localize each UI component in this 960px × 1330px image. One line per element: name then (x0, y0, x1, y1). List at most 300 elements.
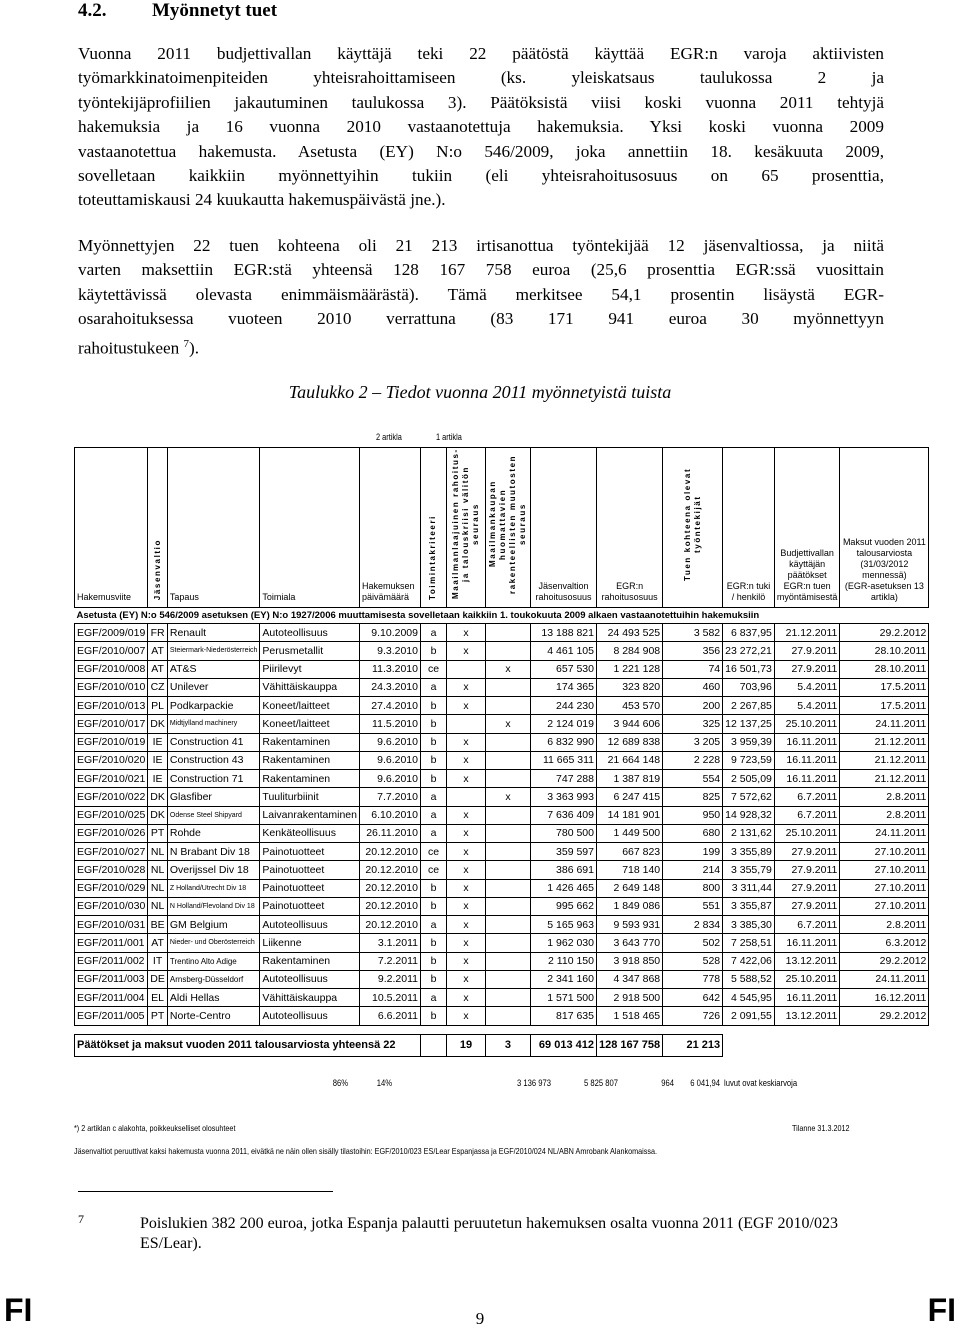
cell-criterion: b (420, 697, 446, 715)
cell-trade (485, 770, 530, 788)
paragraph-2 (78, 234, 884, 356)
group-label-art1: 1 artikla (436, 432, 462, 442)
header-maksut: Maksut vuoden 2011 talousarviosta (31/03/2012 mennessä) (EGR-asetuksen 13 artikla) (840, 448, 929, 608)
footnote-rule (78, 1191, 333, 1192)
cell-criterion: b (420, 715, 446, 733)
cell-per-person: 23 272,21 (723, 642, 775, 660)
cell-country: EL (148, 989, 168, 1007)
cell-country: IT (148, 952, 168, 970)
cell-payment: 24.11.2011 (840, 824, 929, 842)
cell-jv-share: 5 165 963 (530, 916, 596, 934)
cell-date: 10.5.2011 (359, 989, 420, 1007)
cell-workers: 214 (663, 861, 723, 879)
cell-egr-share: 1 221 128 (596, 660, 662, 678)
cell-payment: 28.10.2011 (840, 660, 929, 678)
cell-decision: 27.9.2011 (774, 660, 840, 678)
cell-payment: 28.10.2011 (840, 642, 929, 660)
cell-crisis: x (446, 916, 485, 934)
cell-per-person: 2 505,09 (723, 770, 775, 788)
cell-sector: Painotuotteet (260, 897, 360, 915)
cell-date: 3.1.2011 (359, 934, 420, 952)
cell-criterion: b (420, 934, 446, 952)
paragraph-line: osarahoituksessa vuoteen 2010 verrattuna (83 171 941 euroa 30 myönnettyyn (78, 309, 884, 329)
header-jasenvaltion-osuus: Jäsenvaltion rahoitusosuus (530, 448, 596, 608)
cell-date: 27.4.2010 (359, 697, 420, 715)
cell-decision: 27.9.2011 (774, 642, 840, 660)
cell-workers: 551 (663, 897, 723, 915)
cell-ref: EGF/2010/019 (75, 733, 148, 751)
cell-per-person: 3 959,39 (723, 733, 775, 751)
cell-ref: EGF/2010/029 (75, 879, 148, 897)
table-row (75, 934, 929, 952)
cell-country: PT (148, 1007, 168, 1025)
cell-ref: EGF/2010/021 (75, 770, 148, 788)
cell-crisis: x (446, 843, 485, 861)
header-tuki-henkilo: EGR:n tuki / henkilö (723, 448, 775, 608)
cell-date: 7.7.2010 (359, 788, 420, 806)
cell-criterion: a (420, 624, 446, 642)
cell-crisis: x (446, 970, 485, 988)
cell-payment: 27.10.2011 (840, 861, 929, 879)
regulation-text: Asetusta (EY) N:o 546/2009 asetuksen (EY) N:o 1927/2006 muuttamisesta sovelletaan kaikkiin 1. toukokuuta 2009 alkaen vastaanotettuihin hakemuksiin (75, 608, 929, 624)
cell-jv-share: 3 363 993 (530, 788, 596, 806)
cell-decision: 16.11.2011 (774, 934, 840, 952)
cell-per-person: 16 501,73 (723, 660, 775, 678)
cell-payment: 6.3.2012 (840, 934, 929, 952)
cell-workers: 3 205 (663, 733, 723, 751)
cell-workers: 199 (663, 843, 723, 861)
cell-trade (485, 624, 530, 642)
cell-payment: 2.8.2011 (840, 916, 929, 934)
cell-ref: EGF/2011/004 (75, 989, 148, 1007)
cell-decision: 6.7.2011 (774, 788, 840, 806)
cell-country: DK (148, 715, 168, 733)
cell-payment: 17.5.2011 (840, 678, 929, 696)
cell-case: Midtjylland machinery (167, 715, 260, 733)
cell-case: Glasfiber (167, 788, 260, 806)
cell-payment: 21.12.2011 (840, 751, 929, 769)
cell-ref: EGF/2010/020 (75, 751, 148, 769)
cell-case: Construction 71 (167, 770, 260, 788)
cell-egr-share: 24 493 525 (596, 624, 662, 642)
footnote-number: 7 (78, 1212, 84, 1226)
cell-date: 24.3.2010 (359, 678, 420, 696)
cell-ref: EGF/2011/005 (75, 1007, 148, 1025)
regulation-band (75, 608, 929, 624)
cell-workers: 642 (663, 989, 723, 1007)
table-row (75, 660, 929, 678)
cell-case: Rohde (167, 824, 260, 842)
cell-sector: Tuuliturbiinit (260, 788, 360, 806)
cell-sector: Vähittäiskauppa (260, 678, 360, 696)
cell-trade (485, 824, 530, 842)
table-row (75, 897, 929, 915)
cell-per-person: 5 588,52 (723, 970, 775, 988)
cell-ref: EGF/2010/025 (75, 806, 148, 824)
cell-per-person: 2 091,55 (723, 1007, 775, 1025)
cell-criterion: ce (420, 843, 446, 861)
cell-crisis: x (446, 678, 485, 696)
cell-country: NL (148, 861, 168, 879)
cell-date: 11.5.2010 (359, 715, 420, 733)
cell-ref: EGF/2010/022 (75, 788, 148, 806)
cell-egr-share: 9 593 931 (596, 916, 662, 934)
spacer-row (75, 1025, 929, 1034)
paragraph-line: käytettävissä olevasta enimmäismäärästä). Tämä merkitsee 54,1 prosentin lisäystä EGR- (78, 284, 884, 304)
cell-criterion: a (420, 824, 446, 842)
cell-crisis: x (446, 824, 485, 842)
cell-date: 20.12.2010 (359, 861, 420, 879)
cell-payment: 16.12.2011 (840, 989, 929, 1007)
cell-payment: 29.2.2012 (840, 952, 929, 970)
cell-country: FR (148, 624, 168, 642)
cell-workers: 528 (663, 952, 723, 970)
cell-trade (485, 843, 530, 861)
cell-country: PT (148, 824, 168, 842)
cell-per-person: 7 422,06 (723, 952, 775, 970)
cell-egr-share: 3 918 850 (596, 952, 662, 970)
cell-criterion: a (420, 788, 446, 806)
cell-date: 20.12.2010 (359, 897, 420, 915)
cell-date: 7.2.2011 (359, 952, 420, 970)
cell-criterion: b (420, 1007, 446, 1025)
table-row (75, 806, 929, 824)
cell-criterion: b (420, 642, 446, 660)
table-row (75, 624, 929, 642)
avg-tuki: 6 041,94 (690, 1078, 720, 1088)
cell-date: 9.6.2010 (359, 733, 420, 751)
cell-sector: Vähittäiskauppa (260, 989, 360, 1007)
cell-payment: 21.12.2011 (840, 770, 929, 788)
cell-case: Unilever (167, 678, 260, 696)
cell-egr-share: 3 944 606 (596, 715, 662, 733)
cell-decision: 25.10.2011 (774, 715, 840, 733)
cell-ref: EGF/2010/030 (75, 897, 148, 915)
cell-workers: 800 (663, 879, 723, 897)
cell-crisis: x (446, 806, 485, 824)
cell-jv-share: 7 636 409 (530, 806, 596, 824)
cell-egr-share: 1 449 500 (596, 824, 662, 842)
total-label: Päätökset ja maksut vuoden 2011 talousarviosta yhteensä 22 (75, 1034, 421, 1056)
table-caption: Taulukko 2 – Tiedot vuonna 2011 myönnetyistä tuista (288, 382, 672, 402)
cell-crisis: x (446, 624, 485, 642)
paragraph-line: vastaanotettua hakemusta. Asetusta (EY) N:o 546/2009, joka annettiin 18. kesäkuuta 2009, (78, 141, 884, 161)
cell-country: NL (148, 843, 168, 861)
cell-per-person: 9 723,59 (723, 751, 775, 769)
cell-trade (485, 934, 530, 952)
cell-trade (485, 1007, 530, 1025)
cell-trade: x (485, 788, 530, 806)
cell-case: GM Belgium (167, 916, 260, 934)
cell-decision: 27.9.2011 (774, 879, 840, 897)
table-row (75, 989, 929, 1007)
paragraph-line: toteuttamiskausi 24 kuukautta hakemuspäivästä jne.). (78, 190, 446, 210)
cell-country: AT (148, 660, 168, 678)
paragraph-line: Myönnettyjen 22 tuen kohteena oli 21 213 irtisanottua työntekijää 12 jäsenvaltiossa, ja niitä (78, 236, 884, 255)
paragraph-line: sovelletaan kaikkiin myönnettyihin tukiin (eli yhteisrahoitusosuus on 65 prosenttia, (78, 165, 884, 185)
cell-trade (485, 642, 530, 660)
cell-case: N Brabant Div 18 (167, 843, 260, 861)
cell-trade (485, 861, 530, 879)
header-jasenvaltio: Jäsenvaltio (148, 448, 168, 608)
total-art1b: 3 (485, 1034, 530, 1056)
cell-trade (485, 952, 530, 970)
cell-sector: Autoteollisuus (260, 916, 360, 934)
header-paivamaara: Hakemuksen päivämäärä (359, 448, 420, 608)
cell-case: N Holland/Flevoland Div 18 (167, 897, 260, 915)
cell-ref: EGF/2010/007 (75, 642, 148, 660)
footer-lang-right: FI (927, 1292, 956, 1328)
cell-per-person: 3 355,79 (723, 861, 775, 879)
cell-jv-share: 1 426 465 (530, 879, 596, 897)
cell-per-person: 7 258,51 (723, 934, 775, 952)
table-row (75, 751, 929, 769)
note-article2c: *) 2 artiklan c alakohta, poikkeukselliset olosuhteet (74, 1123, 236, 1133)
cell-decision: 5.4.2011 (774, 697, 840, 715)
cell-workers: 950 (663, 806, 723, 824)
cell-criterion: a (420, 989, 446, 1007)
cell-date: 9.6.2010 (359, 751, 420, 769)
cell-date: 9.2.2011 (359, 970, 420, 988)
cell-case: Norte-Centro (167, 1007, 260, 1025)
cell-jv-share: 359 597 (530, 843, 596, 861)
cell-decision: 25.10.2011 (774, 824, 840, 842)
cell-date: 6.6.2011 (359, 1007, 420, 1025)
cell-case: Podkarpackie (167, 697, 260, 715)
cell-country: AT (148, 934, 168, 952)
cell-jv-share: 244 230 (530, 697, 596, 715)
cell-criterion: a (420, 678, 446, 696)
cell-country: DK (148, 788, 168, 806)
cell-date: 9.10.2009 (359, 624, 420, 642)
cell-decision: 13.12.2011 (774, 952, 840, 970)
cell-jv-share: 1 571 500 (530, 989, 596, 1007)
avg-jv: 3 136 973 (516, 1078, 551, 1088)
group-label-art2: 2 artikla (376, 432, 402, 442)
cell-criterion: ce (420, 861, 446, 879)
cell-trade (485, 916, 530, 934)
cell-decision: 16.11.2011 (774, 989, 840, 1007)
table-row (75, 642, 929, 660)
cell-decision: 13.12.2011 (774, 1007, 840, 1025)
cell-crisis: x (446, 861, 485, 879)
header-egr-osuus: EGR:n rahoitusosuus (596, 448, 662, 608)
cell-decision: 5.4.2011 (774, 678, 840, 696)
cell-egr-share: 1 387 819 (596, 770, 662, 788)
cell-jv-share: 747 288 (530, 770, 596, 788)
cell-per-person: 4 545,95 (723, 989, 775, 1007)
cell-per-person: 3 355,89 (723, 843, 775, 861)
cell-per-person: 3 355,87 (723, 897, 775, 915)
cell-ref: EGF/2010/013 (75, 697, 148, 715)
cell-crisis: x (446, 934, 485, 952)
cell-payment: 24.11.2011 (840, 970, 929, 988)
cell-date: 11.3.2010 (359, 660, 420, 678)
cell-payment: 21.12.2011 (840, 733, 929, 751)
cell-criterion: a (420, 806, 446, 824)
table-row (75, 1007, 929, 1025)
section-number: 4.2. (78, 0, 107, 21)
cell-ref: EGF/2011/002 (75, 952, 148, 970)
cell-sector: Autoteollisuus (260, 1007, 360, 1025)
cell-crisis (446, 660, 485, 678)
cell-sector: Autoteollisuus (260, 624, 360, 642)
cell-payment: 29.2.2012 (840, 624, 929, 642)
cell-jv-share: 13 188 821 (530, 624, 596, 642)
cell-payment: 2.8.2011 (840, 788, 929, 806)
avg-workers: 964 (661, 1078, 674, 1088)
cell-egr-share: 2 649 148 (596, 879, 662, 897)
table-row (75, 788, 929, 806)
cell-workers: 502 (663, 934, 723, 952)
cell-workers: 825 (663, 788, 723, 806)
cell-date: 9.6.2010 (359, 770, 420, 788)
cell-case: Nieder- und Oberösterreich (167, 934, 260, 952)
cell-per-person: 2 267,85 (723, 697, 775, 715)
table-row (75, 715, 929, 733)
cell-workers: 2 228 (663, 751, 723, 769)
cell-sector: Rakentaminen (260, 770, 360, 788)
cell-criterion: a (420, 916, 446, 934)
cell-criterion: b (420, 970, 446, 988)
cell-jv-share: 657 530 (530, 660, 596, 678)
cell-ref: EGF/2010/010 (75, 678, 148, 696)
table-header-row (75, 448, 929, 608)
section-heading (78, 0, 277, 22)
header-kriisi: Maailmanlaajuinen rahoitus- ja talouskriisi välitön seuraus (446, 448, 485, 608)
cell-sector: Rakentaminen (260, 733, 360, 751)
cell-payment: 24.11.2011 (840, 715, 929, 733)
cell-trade: x (485, 660, 530, 678)
table-row (75, 879, 929, 897)
cell-crisis: x (446, 897, 485, 915)
table-row (75, 843, 929, 861)
header-tapaus: Tapaus (167, 448, 260, 608)
cell-case: Renault (167, 624, 260, 642)
cell-crisis (446, 788, 485, 806)
header-hakemusviite: Hakemusviite (75, 448, 148, 608)
cell-decision: 16.11.2011 (774, 770, 840, 788)
cell-decision: 25.10.2011 (774, 970, 840, 988)
cell-sector: Koneet/laitteet (260, 697, 360, 715)
paragraph-line: Vuonna 2011 budjettivallan käyttäjä teki 22 päätöstä käyttää EGR:n varoja aktiivisten (78, 44, 884, 63)
cell-egr-share: 6 247 415 (596, 788, 662, 806)
cell-per-person: 7 572,62 (723, 788, 775, 806)
cell-workers: 778 (663, 970, 723, 988)
page-number: 9 (475, 1309, 485, 1328)
cell-ref: EGF/2011/001 (75, 934, 148, 952)
cell-trade (485, 897, 530, 915)
cell-decision: 16.11.2011 (774, 733, 840, 751)
cell-decision: 6.7.2011 (774, 916, 840, 934)
cell-country: DE (148, 970, 168, 988)
total-workers: 21 213 (663, 1034, 723, 1056)
cell-jv-share: 2 110 150 (530, 952, 596, 970)
cell-per-person: 12 137,25 (723, 715, 775, 733)
cell-payment: 17.5.2011 (840, 697, 929, 715)
cell-date: 6.10.2010 (359, 806, 420, 824)
cell-case: Steiermark-Niederösterreich (167, 642, 260, 660)
footnote-ref[interactable]: 7 (183, 337, 189, 350)
total-egr: 128 167 758 (596, 1034, 662, 1056)
paragraph-line: työntekijäprofiilien jakautuminen taulukossa 3). Päätöksistä viisi koski vuonna 2011 tehtyjä (78, 92, 884, 112)
table-row (75, 697, 929, 715)
cell-ref: EGF/2010/017 (75, 715, 148, 733)
avg-note: luvut ovat keskiarvoja (724, 1078, 798, 1088)
cell-ref: EGF/2010/028 (75, 861, 148, 879)
cell-country: CZ (148, 678, 168, 696)
cell-decision: 21.12.2011 (774, 624, 840, 642)
cell-case: Trentino Alto Adige (167, 952, 260, 970)
cell-trade (485, 970, 530, 988)
cell-workers: 200 (663, 697, 723, 715)
avg-egr: 5 825 807 (583, 1078, 618, 1088)
cell-egr-share: 4 347 868 (596, 970, 662, 988)
cell-per-person: 14 928,32 (723, 806, 775, 824)
cell-country: AT (148, 642, 168, 660)
cell-jv-share: 386 691 (530, 861, 596, 879)
total-jv: 69 013 412 (530, 1034, 596, 1056)
cell-ref: EGF/2009/019 (75, 624, 148, 642)
cell-sector: Liikenne (260, 934, 360, 952)
cell-egr-share: 453 570 (596, 697, 662, 715)
pct-art1b: 14% (376, 1078, 392, 1088)
cell-country: IE (148, 733, 168, 751)
total-art1a: 19 (446, 1034, 485, 1056)
cell-decision: 27.9.2011 (774, 861, 840, 879)
cell-trade (485, 678, 530, 696)
cell-ref: EGF/2010/027 (75, 843, 148, 861)
cell-ref: EGF/2010/031 (75, 916, 148, 934)
cell-criterion: b (420, 751, 446, 769)
cell-per-person: 2 131,62 (723, 824, 775, 842)
cell-crisis: x (446, 642, 485, 660)
cell-country: PL (148, 697, 168, 715)
cell-ref: EGF/2010/008 (75, 660, 148, 678)
paragraph-text: rahoitustukeen (78, 338, 180, 358)
cell-trade (485, 751, 530, 769)
cell-jv-share: 2 341 160 (530, 970, 596, 988)
table-row (75, 861, 929, 879)
table-row (75, 733, 929, 751)
cell-case: Z Holland/Utrecht Div 18 (167, 879, 260, 897)
cell-crisis (446, 715, 485, 733)
cell-crisis: x (446, 751, 485, 769)
cell-payment: 2.8.2011 (840, 806, 929, 824)
cell-decision: 27.9.2011 (774, 897, 840, 915)
cell-criterion: b (420, 952, 446, 970)
cell-sector: Autoteollisuus (260, 970, 360, 988)
cell-jv-share: 1 962 030 (530, 934, 596, 952)
cell-jv-share: 174 365 (530, 678, 596, 696)
cell-sector: Kenkäteollisuus (260, 824, 360, 842)
cell-case: Arnsberg-Düsseldorf (167, 970, 260, 988)
header-toimiala: Toimiala (260, 448, 360, 608)
cell-per-person: 6 837,95 (723, 624, 775, 642)
total-row (75, 1034, 929, 1056)
cell-date: 9.3.2010 (359, 642, 420, 660)
header-maailmankauppa: Maailmankaupan huomattavien rakenteellisten muutosten seuraus (485, 448, 530, 608)
cell-sector: Rakentaminen (260, 952, 360, 970)
cell-case: Aldi Hellas (167, 989, 260, 1007)
cell-case: Overijssel Div 18 (167, 861, 260, 879)
cell-date: 20.12.2010 (359, 843, 420, 861)
cell-workers: 726 (663, 1007, 723, 1025)
cell-country: NL (148, 897, 168, 915)
cell-egr-share: 718 140 (596, 861, 662, 879)
cell-jv-share: 4 461 105 (530, 642, 596, 660)
cell-jv-share: 995 662 (530, 897, 596, 915)
